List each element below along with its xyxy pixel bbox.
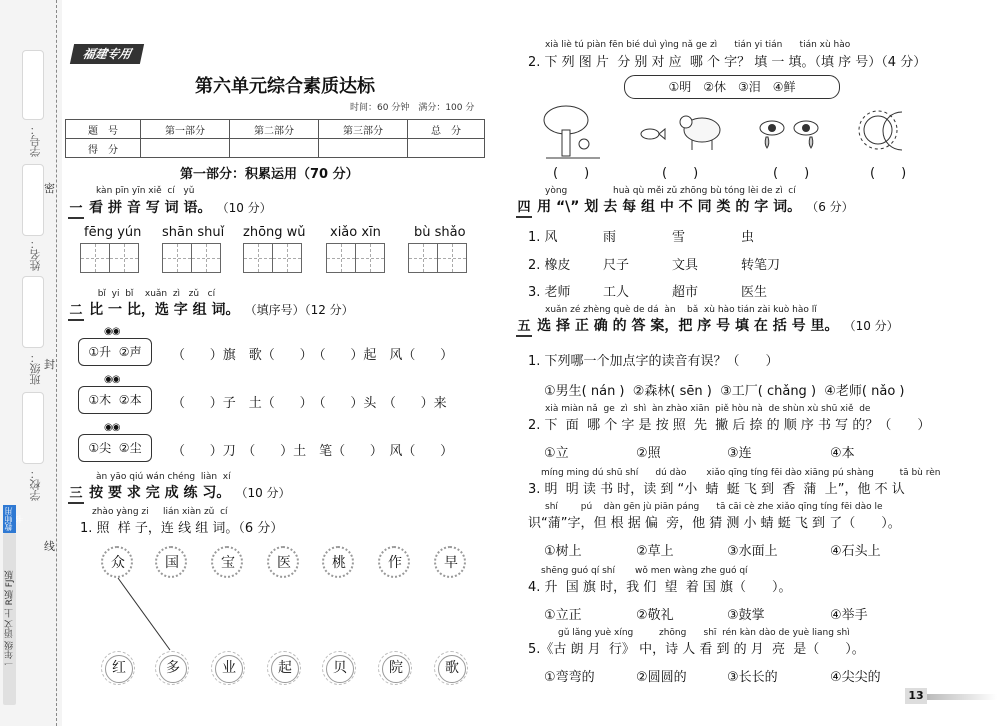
option[interactable]: ③水面上 bbox=[727, 544, 778, 559]
group-item[interactable]: 尺子 bbox=[603, 258, 630, 273]
sec5-q4-pinyin: shēng guó qí shí wǒ men wàng zhe guó qí bbox=[541, 566, 748, 576]
sec5-q3-pinyin-2: shí pú dàn gēn jù piān páng tā cāi cè zhe xiǎo qīng tíng fēi dào le bbox=[545, 502, 883, 512]
option[interactable]: ④本 bbox=[830, 446, 855, 461]
section-number: 四 bbox=[516, 200, 532, 218]
char-flower[interactable]: 贝 bbox=[326, 655, 354, 683]
image-blank[interactable]: ( ) bbox=[773, 166, 810, 181]
fish-sheep-image bbox=[641, 116, 720, 150]
section-number: 五 bbox=[516, 319, 532, 337]
section-score: （6 分） bbox=[806, 200, 854, 214]
option[interactable]: ③鼓掌 bbox=[727, 608, 765, 623]
group-item[interactable]: 虫 bbox=[741, 230, 755, 245]
section-title: 选 择 正 确 的 答 案，把 序 号 填 在 括 号 里。 bbox=[537, 318, 839, 334]
group-item[interactable]: 1. 风 bbox=[528, 230, 558, 245]
sec5-q1-options[interactable]: ①男生( nán ) ②森林( sēn ) ③工厂( chǎng ) ④老师( nǎo ) bbox=[544, 384, 905, 399]
table-cell: 总 分 bbox=[408, 120, 485, 139]
sec5-q3-line-2: 识“蒲”字，但 根 据 偏 旁，他 猜 测 小 蜻 蜓 飞 到 了（ ）。 bbox=[528, 516, 901, 531]
image-options-box: ①明 ②休 ③泪 ④鲜 bbox=[624, 75, 840, 99]
student-number-label: 学号： bbox=[29, 124, 42, 157]
section-number: 二 bbox=[68, 303, 84, 321]
option-bubble: ①尖 ②尘 bbox=[78, 434, 152, 462]
sec5-q4: 4. 升 国 旗 时，我 们 望 着 国 旗（ ）。 bbox=[528, 580, 792, 595]
tearful-eyes-image bbox=[760, 121, 818, 148]
part1-title: 第一部分：积累运用（70 分） bbox=[180, 167, 359, 182]
option[interactable]: ②草上 bbox=[636, 544, 674, 559]
region-banner: 福建专用 bbox=[70, 44, 144, 64]
page-title: 第六单元综合素质达标 bbox=[195, 76, 375, 97]
group-item[interactable]: 2. 橡皮 bbox=[528, 258, 571, 273]
image-blank[interactable]: ( ) bbox=[662, 166, 699, 181]
option[interactable]: ②照 bbox=[636, 446, 661, 461]
eyes-icon: ◉◉ bbox=[104, 374, 120, 385]
char-flower[interactable]: 院 bbox=[382, 655, 410, 683]
sec5-q2: 2. 下 面 哪 个 字 是 按 照 先 撇 后 捺 的 顺 序 书 写 的？（ ） bbox=[528, 418, 931, 433]
sec4-pinyin: yòng huà qù měi zǔ zhōng bù tóng lèi de zì cí bbox=[545, 186, 796, 196]
name-label: 姓名： bbox=[29, 238, 42, 271]
right-q2-pinyin: xià liè tú piàn fēn bié duì yìng nǎ ge zì tián yi tián tián xù hào bbox=[545, 40, 851, 50]
char-flower[interactable]: 歌 bbox=[438, 655, 466, 683]
section-score: （10 分） bbox=[843, 319, 899, 333]
blank-row[interactable]: （ ）刀 （ ）土 笔（ ） 风（ ） bbox=[172, 444, 454, 459]
illustration-strip bbox=[540, 104, 940, 162]
group-item[interactable]: 医生 bbox=[741, 285, 768, 300]
group-item[interactable]: 3. 老师 bbox=[528, 285, 571, 300]
option-bubble: ①升 ②声 bbox=[78, 338, 152, 366]
pinyin-word: shān shuǐ bbox=[162, 225, 225, 240]
pinyin-word: zhōng wǔ bbox=[243, 225, 306, 240]
sec1-pinyin: kàn pīn yīn xiě cí yǔ bbox=[96, 186, 195, 196]
char-flower[interactable]: 业 bbox=[215, 655, 243, 683]
option[interactable]: ④举手 bbox=[830, 608, 868, 623]
sec5-q5: 5.《古 朗 月 行》 中，诗 人 看 到 的 月 亮 是（ ）。 bbox=[528, 642, 865, 657]
char-sun[interactable]: 众 bbox=[105, 550, 131, 576]
option[interactable]: ④尖尖的 bbox=[830, 670, 881, 685]
image-blank[interactable]: ( ) bbox=[870, 166, 907, 181]
group-item[interactable]: 工人 bbox=[603, 285, 630, 300]
char-flower[interactable]: 多 bbox=[159, 655, 187, 683]
char-sun[interactable]: 医 bbox=[271, 550, 297, 576]
school-label: 学校： bbox=[29, 468, 42, 501]
sec4-heading bbox=[516, 196, 854, 218]
blank-row[interactable]: （ ）旗 歌（ ） （ ）起 风（ ） bbox=[172, 348, 454, 363]
char-sun[interactable]: 国 bbox=[159, 550, 185, 576]
sec5-q1: 1. 下列哪一个加点字的读音有误？（ ） bbox=[528, 354, 779, 369]
time-score-info: 时间：60 分钟 满分：100 分 bbox=[350, 103, 475, 113]
eyes-icon: ◉◉ bbox=[104, 422, 120, 433]
edition-text: 一年级 语文 上 R版 FJ版 bbox=[3, 533, 16, 705]
sun-moon-image bbox=[859, 111, 902, 150]
section-score: （填序号）（12 分） bbox=[244, 303, 354, 317]
section-title: 按 要 求 完 成 练 习。 bbox=[89, 485, 231, 501]
image-blank[interactable]: ( ) bbox=[553, 166, 590, 181]
option[interactable]: ①树上 bbox=[544, 544, 582, 559]
cut-mark-xian: 线 bbox=[44, 540, 55, 553]
option[interactable]: ④石头上 bbox=[830, 544, 881, 559]
eyes-icon: ◉◉ bbox=[104, 326, 120, 337]
section-score: （10 分） bbox=[235, 486, 291, 500]
sec5-q3-line-1: 3. 明 明 读 书 时，读 到 “小 蜻 蜓 飞 到 香 蒲 上”，他 不 认 bbox=[528, 482, 905, 497]
group-item[interactable]: 超市 bbox=[672, 285, 699, 300]
sec3-pinyin: àn yāo qiú wán chéng liàn xí bbox=[96, 472, 231, 482]
table-cell: 题 号 bbox=[66, 120, 141, 139]
group-item[interactable]: 转笔刀 bbox=[741, 258, 781, 273]
class-label: 班级： bbox=[29, 352, 42, 385]
char-flower[interactable]: 起 bbox=[271, 655, 299, 683]
section-number: 三 bbox=[68, 486, 84, 504]
sec3-q1-text: 1. 照 样 子，连 线 组 词。（6 分） bbox=[80, 521, 284, 536]
page-number-bar bbox=[927, 694, 997, 700]
sec5-pinyin: xuǎn zé zhèng què de dá àn bǎ xù hào tián zài kuò hào lǐ bbox=[545, 305, 817, 315]
section-title: 用 “\” 划 去 每 组 中 不 同 类 的 字 词。 bbox=[537, 199, 802, 215]
section-title: 比 一 比，选 字 组 词。 bbox=[89, 302, 240, 318]
table-cell: 第三部分 bbox=[319, 120, 408, 139]
table-cell: 第一部分 bbox=[141, 120, 230, 139]
char-sun[interactable]: 早 bbox=[438, 550, 464, 576]
option-bubble: ①木 ②本 bbox=[78, 386, 152, 414]
blank-row[interactable]: （ ）子 土（ ） （ ）头 （ ）来 bbox=[172, 396, 447, 411]
option[interactable]: ①弯弯的 bbox=[544, 670, 595, 685]
option[interactable]: ③连 bbox=[727, 446, 752, 461]
char-sun[interactable]: 宝 bbox=[215, 550, 241, 576]
char-sun[interactable]: 作 bbox=[382, 550, 408, 576]
cut-mark-mi: 密 bbox=[44, 182, 55, 195]
group-item[interactable]: 雪 bbox=[672, 230, 686, 245]
section-title: 看 拼 音 写 词 语。 bbox=[89, 200, 212, 216]
option[interactable]: ②圆圆的 bbox=[636, 670, 687, 685]
table-cell: 第二部分 bbox=[230, 120, 319, 139]
section-score: （10 分） bbox=[216, 201, 272, 215]
table-cell: 得 分 bbox=[66, 139, 141, 158]
sec5-heading bbox=[516, 315, 899, 337]
group-item[interactable]: 文具 bbox=[672, 258, 699, 273]
sec3-q1-pinyin: zhào yàng zi lián xiàn zǔ cí bbox=[92, 507, 228, 517]
page-number: 13 bbox=[905, 688, 927, 704]
sec5-q5-pinyin: gǔ lǎng yuè xíng zhōng shī rén kàn dào de yuè liang shì bbox=[558, 628, 850, 638]
match-line bbox=[118, 578, 170, 650]
cut-mark-feng: 封 bbox=[44, 358, 55, 371]
section-number: 一 bbox=[68, 201, 84, 219]
pinyin-word: xiǎo xīn bbox=[330, 225, 381, 240]
sec5-q2-pinyin: xià miàn nǎ ge zì shì àn zhào xiān piě hòu nà de shùn xù shū xiě de bbox=[545, 404, 871, 414]
sec5-q3-pinyin-1: míng ming dú shū shí dú dào xiǎo qīng tíng fēi dào xiāng pú shàng tā bù rèn bbox=[541, 468, 941, 478]
tree-person-image bbox=[544, 106, 600, 158]
char-sun[interactable]: 桃 bbox=[326, 550, 352, 576]
option[interactable]: ③长长的 bbox=[727, 670, 778, 685]
pinyin-word: bù shǎo bbox=[414, 225, 466, 240]
option[interactable]: ①立 bbox=[544, 446, 569, 461]
group-item[interactable]: 雨 bbox=[603, 230, 617, 245]
char-flower[interactable]: 红 bbox=[105, 655, 133, 683]
option[interactable]: ②敬礼 bbox=[636, 608, 674, 623]
sec2-pinyin: bǐ yi bǐ xuǎn zì zǔ cí bbox=[92, 289, 216, 299]
option[interactable]: ①立正 bbox=[544, 608, 582, 623]
pinyin-word: fēng yún bbox=[84, 225, 142, 240]
teacher-book-badge: 教师用书 bbox=[4, 507, 24, 531]
right-q2-text: 2. 下 列 图 片 分 别 对 应 哪 个 字？ 填 一 填。（填 序 号）（4 分） bbox=[528, 55, 927, 70]
